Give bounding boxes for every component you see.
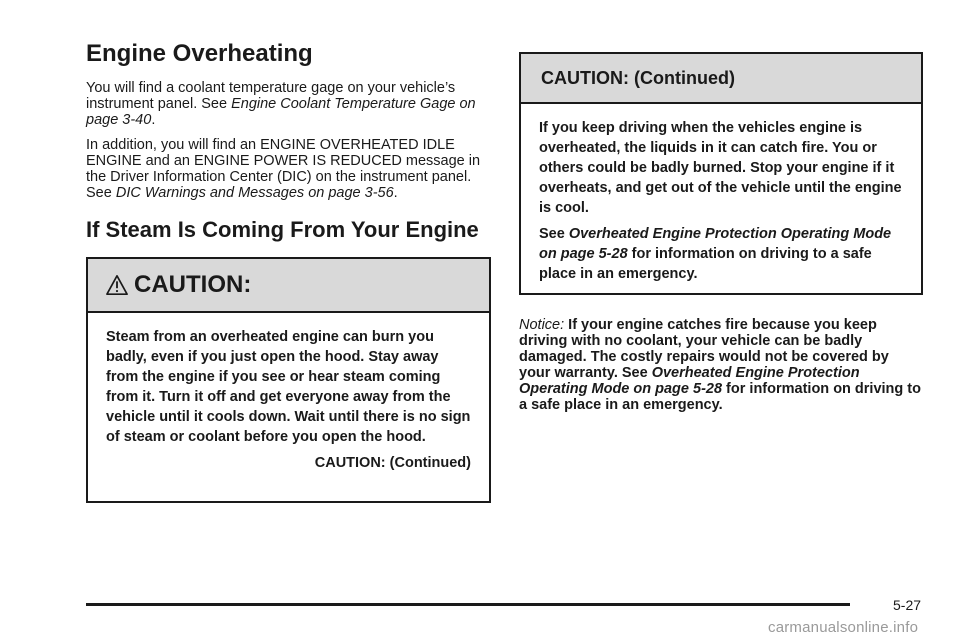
notice-protection-reference[interactable]: Overheated Engine Protection Operating Mode on page 5-28 [519, 365, 860, 397]
caution-text: Steam from an overheated engine can burn you badly, even if you just open the hood. Stay away from the engine if you see or hear steam coming from it. Turn it off and get everyone away from the vehicle until it cools down. Wait until there is no sign of steam or coolant before you open the hood. [106, 329, 471, 445]
caution-fire-text: If you keep driving when the vehicles engine is overheated, the liquids in it can catch fire. You or others could be badly burned. Stop your engine if it overheats, and get out of the vehicle until the engine is cool. [539, 120, 902, 216]
section-title: Engine Overheating [86, 40, 313, 67]
steam-subtitle: If Steam Is Coming From Your Engine [86, 217, 479, 242]
protection-mode-reference[interactable]: Overheated Engine Protection Operating Mode on page 5-28 [539, 226, 892, 262]
notice-label: Notice: [519, 317, 565, 333]
intro-paragraph: You will find a coolant temperature gage on your vehicle’s instrument panel. See Engine Coolant Temperature Gage on page 3-40. [86, 80, 476, 128]
coolant-gage-reference[interactable]: Engine Coolant Temperature Gage on page 3-40 [86, 96, 476, 128]
caution-header [88, 259, 489, 313]
continued-caution-box [519, 52, 923, 295]
left-column [86, 40, 491, 503]
caution-continued-label: CAUTION: (Continued) [541, 67, 735, 88]
caution-continued-body [521, 104, 921, 308]
notice-paragraph: Notice: If your engine catches fire because you keep driving with no coolant, your vehicle can be badly damaged. The costly repairs would not be covered by your warranty. See Overheated Engine Protection Operating Mode on page 5-28 for information on driving to a safe place in an emergency. [519, 317, 921, 413]
caution-label: CAUTION: [134, 271, 252, 298]
caution-continued: CAUTION: (Continued) [314, 455, 471, 471]
caution-continued-header [521, 54, 921, 104]
caution-see-text: See Overheated Engine Protection Operating Mode on page 5-28 for information on driving to a safe place in an emergency. [539, 226, 892, 282]
steam-caution-box [86, 257, 491, 503]
caution-body [88, 313, 489, 497]
dic-paragraph: In addition, you will find an ENGINE OVERHEATED IDLE ENGINE and an ENGINE POWER IS REDUCED message in the Driver Information Center (DIC) on the instrument panel. See DIC Warnings and Messages on page 3-56. [86, 137, 481, 201]
footer-rule [86, 603, 850, 606]
dic-warnings-reference[interactable]: DIC Warnings and Messages on page 3-56 [115, 185, 394, 201]
watermark: carmanualsonline.info [768, 619, 919, 636]
page-number: 5-27 [893, 597, 922, 613]
right-column [519, 52, 923, 413]
warning-triangle-icon [106, 274, 128, 296]
